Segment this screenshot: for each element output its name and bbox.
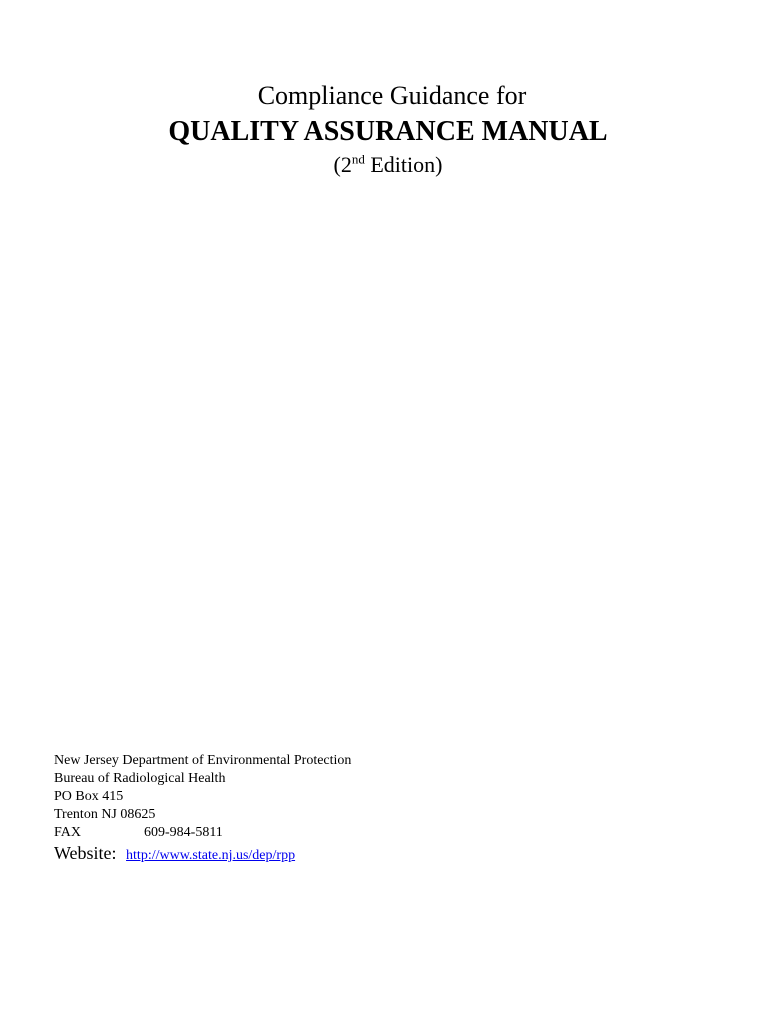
contact-block — [54, 752, 351, 865]
department-name: New Jersey Department of Environmental Protection — [54, 753, 352, 768]
document-subtitle: Compliance Guidance for — [257, 81, 527, 110]
title-block — [0, 78, 768, 180]
po-box: PO Box 415 — [54, 789, 124, 804]
fax-number: 609-984-5811 — [144, 825, 223, 840]
edition-open: (2 — [333, 152, 352, 177]
website-label: Website: — [54, 843, 117, 863]
city-address: Trenton NJ 08625 — [54, 807, 156, 822]
fax-line — [54, 824, 351, 842]
website-link[interactable]: http://www.state.nj.us/dep/rpp — [126, 848, 296, 863]
bureau-name: Bureau of Radiological Health — [54, 771, 226, 786]
edition-superscript: nd — [351, 151, 365, 167]
website-line — [54, 844, 351, 865]
document-title: QUALITY ASSURANCE MANUAL — [168, 116, 608, 147]
edition-label — [8, 150, 768, 180]
edition-close: Edition) — [364, 152, 443, 177]
fax-label: FAX — [54, 825, 81, 840]
